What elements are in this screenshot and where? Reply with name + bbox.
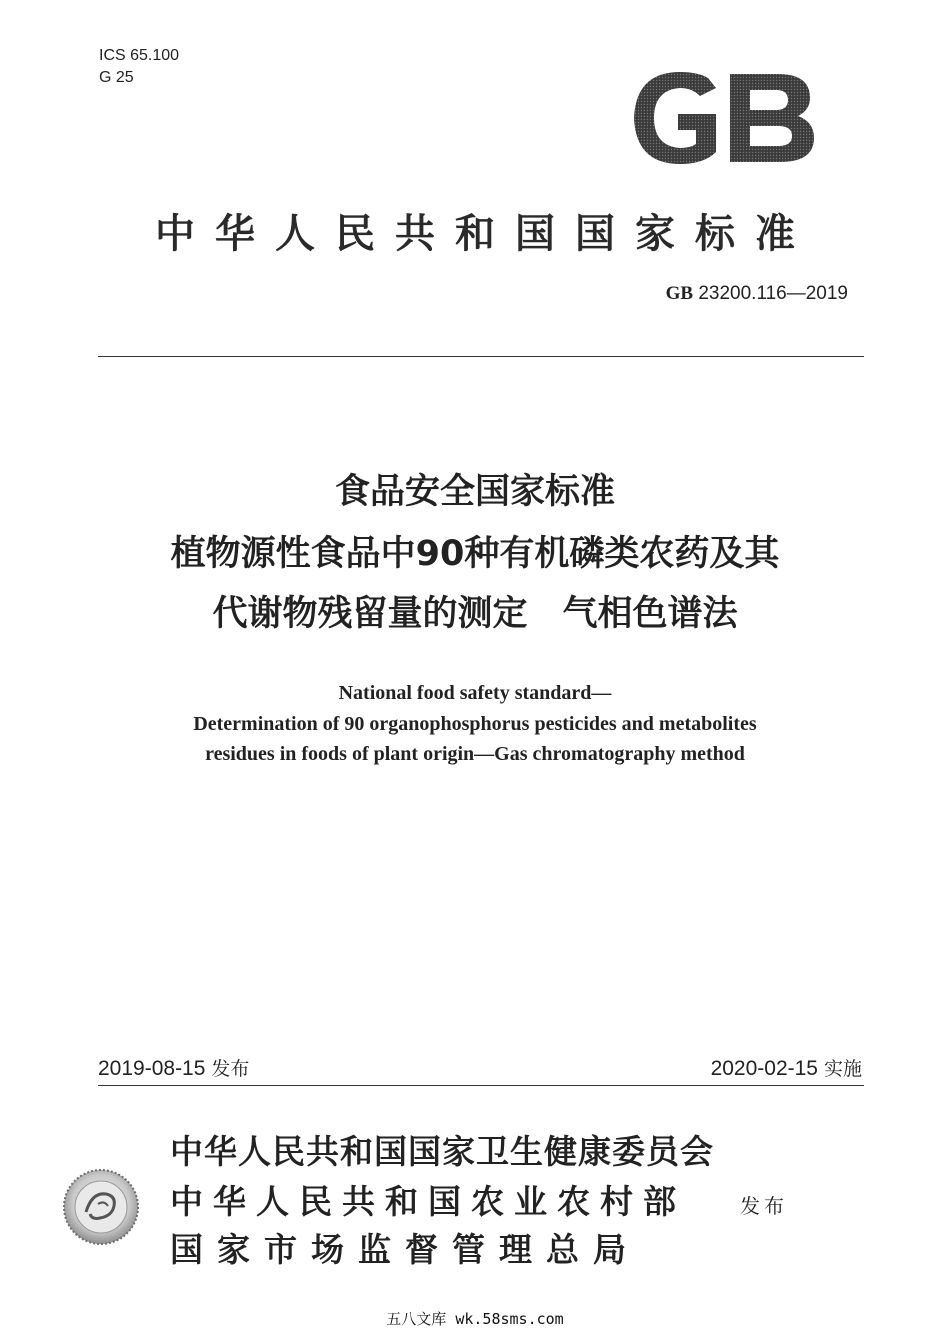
title-en-line-1: National food safety standard— <box>338 682 612 704</box>
issue-label: 发布 <box>211 1058 250 1080</box>
top-divider <box>98 356 864 357</box>
ics-code: ICS 65.100 <box>99 47 180 64</box>
issue-date-value: 2019-08-15 <box>98 1057 206 1080</box>
issuer-agriculture-ministry: 中华人民共和国农业农村部 <box>170 1182 686 1221</box>
title-cn-line-1: 食品安全国家标准 <box>334 472 615 512</box>
title-cn-line-2: 植物源性食品中90种有机磷类农药及其 <box>170 534 780 574</box>
standard-prefix: GB <box>665 283 694 304</box>
title-en-line-2: Determination of 90 organophosphorus pesticides and metabolites <box>193 713 757 735</box>
watermark: 五八文库 wk.58sms.com <box>386 1310 564 1328</box>
organization-title: 中华人民共和国国家标准 <box>155 211 815 257</box>
emblem-seal-icon <box>62 1168 140 1246</box>
title-en-line-3: residues in foods of plant origin—Gas chromatography method <box>205 743 745 765</box>
title-cn-line-3: 代谢物残留量的测定 气相色谱法 <box>212 594 738 634</box>
issuer-health-commission: 中华人民共和国国家卫生健康委员会 <box>170 1132 714 1171</box>
implementation-date <box>711 1054 862 1081</box>
standard-number-value: 23200.116—2019 <box>698 283 848 304</box>
standard-number <box>666 283 848 305</box>
issuer-market-regulation: 国家市场监督管理总局 <box>170 1230 640 1269</box>
ccs-code: G 25 <box>99 69 134 86</box>
gb-logo-icon <box>628 70 818 166</box>
publish-label: 发布 <box>740 1194 788 1218</box>
implementation-date-value: 2020-02-15 <box>710 1057 818 1080</box>
issue-date <box>98 1054 249 1081</box>
bottom-divider <box>98 1085 864 1086</box>
implementation-label: 实施 <box>823 1058 862 1080</box>
